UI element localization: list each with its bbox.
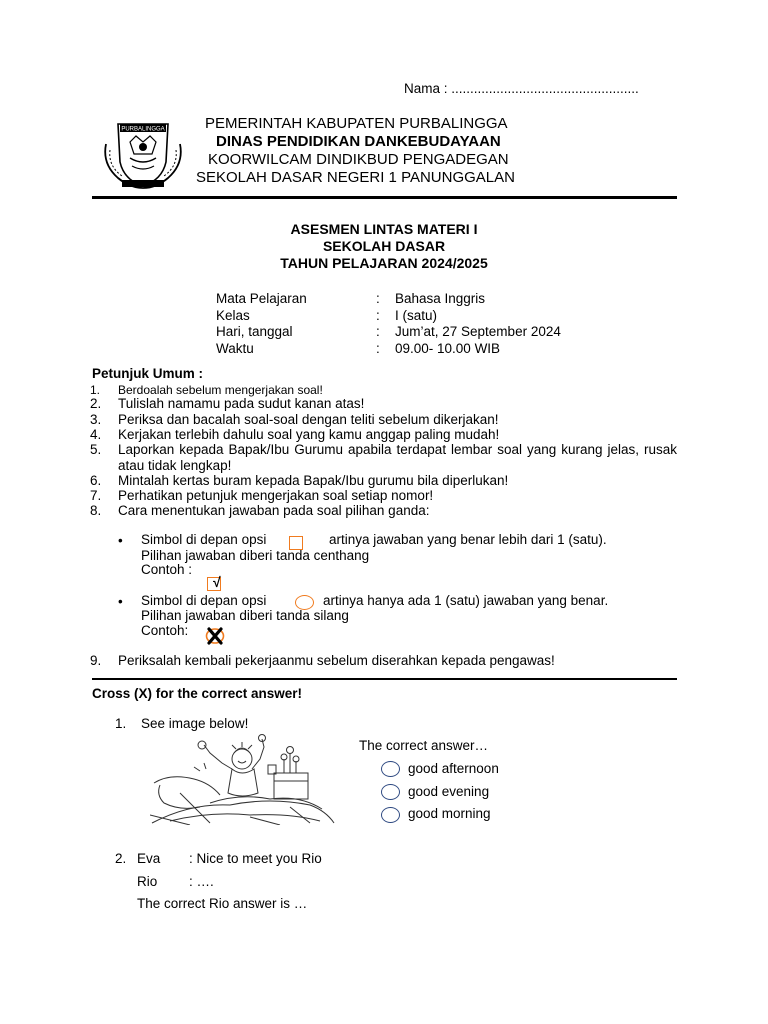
info-row [216, 340, 501, 358]
dialog-speaker-2: Rio [137, 874, 158, 889]
bullet-2-before: Simbol di depan opsi [141, 593, 267, 608]
checkmark-icon: √ [213, 574, 221, 590]
dialog-speaker-1: Eva [137, 851, 161, 866]
list-number: 8. [90, 503, 102, 518]
section-title: Cross (X) for the correct answer! [92, 686, 303, 701]
list-item: Periksalah kembali pekerjaanmu sebelum diserahkan kepada pengawas! [118, 653, 555, 668]
info-sep: : [376, 340, 380, 356]
bullet-2-after: artinya hanya ada 1 (satu) jawaban yang benar. [323, 593, 609, 608]
question-1-text: See image below! [141, 716, 249, 731]
info-sep: : [376, 291, 380, 306]
bullet-1-contoh: Contoh : [141, 562, 193, 577]
bullet-2-line-2: Pilihan jawaban diberi tanda silang [141, 608, 349, 623]
regency-logo [100, 114, 186, 190]
option-label-b: good evening [408, 784, 490, 799]
header-line-3: KOORWILCAM DINDIKBUD PENGADEGAN [208, 151, 509, 168]
info-label: Mata Pelajaran [216, 291, 307, 306]
list-number: 3. [90, 412, 102, 427]
list-number: 6. [90, 473, 102, 488]
question-2-number: 2. [115, 851, 127, 866]
list-item: Periksa dan bacalah soal-soal dengan teliti sebelum dikerjakan! [118, 412, 499, 427]
list-number: 7. [90, 488, 102, 503]
title-line-2: SEKOLAH DASAR [322, 238, 446, 254]
option-radio-a[interactable] [381, 761, 400, 777]
section-divider [92, 678, 677, 680]
info-row [216, 307, 438, 325]
exam-title [0, 221, 768, 272]
bullet-2-contoh: Contoh: [141, 623, 189, 638]
waking-up-illustration [150, 733, 336, 825]
info-value: Bahasa Inggris [395, 291, 486, 306]
option-label-a: good afternoon [408, 761, 499, 776]
question-1-number: 1. [115, 716, 127, 731]
header-line-1: PEMERINTAH KABUPATEN PURBALINGGA [205, 115, 508, 132]
info-value: I (satu) [395, 307, 438, 323]
name-field-label: Nama : .................................................. [404, 81, 639, 96]
bullet-1-line-2: Pilihan jawaban diberi tanda centhang [141, 548, 370, 563]
svg-text:PURBALINGGA: PURBALINGGA [121, 126, 165, 133]
info-row [216, 291, 486, 308]
question-1-prompt: The correct answer… [359, 738, 489, 753]
info-value: Jum’at, 27 September 2024 [395, 324, 561, 339]
bullet-icon: • [118, 533, 123, 548]
info-value: 09.00- 10.00 WIB [395, 340, 501, 356]
dialog-line-1: : Nice to meet you Rio [189, 851, 322, 866]
info-sep: : [376, 307, 380, 323]
option-radio-c[interactable] [381, 807, 400, 823]
list-number: 9. [90, 653, 102, 668]
list-item: Perhatikan petunjuk mengerjakan soal setiap nomor! [118, 488, 434, 503]
list-item: Laporkan kepada Bapak/Ibu Gurumu apabila terdapat lembar soal yang kurang jelas, rusak atau tidak lengkap! [118, 442, 677, 473]
list-item: Mintalah kertas buram kepada Bapak/Ibu gurumu bila diperlukan! [118, 473, 509, 488]
exam-info-table [216, 291, 561, 357]
header-line-4: SEKOLAH DASAR NEGERI 1 PANUNGGALAN [196, 169, 515, 186]
list-item: Berdoalah sebelum mengerjakan soal! [118, 383, 323, 397]
bullet-1-before: Simbol di depan opsi [141, 532, 267, 547]
list-item: Kerjakan terlebih dahulu soal yang kamu anggap paling mudah! [118, 427, 500, 442]
info-label: Hari, tanggal [216, 324, 293, 339]
list-number: 5. [90, 442, 102, 457]
question-2-text: The correct Rio answer is … [137, 896, 308, 911]
header-line-2: DINAS PENDIDIKAN DANKEBUDAYAAN [216, 133, 501, 150]
title-line-1: ASESMEN LINTAS MATERI I [290, 221, 478, 237]
list-item: Tulislah namamu pada sudut kanan atas! [118, 396, 365, 411]
info-label: Waktu [216, 340, 254, 356]
list-number: 1. [90, 383, 101, 397]
list-number: 2. [90, 396, 102, 411]
crossed-radio-icon [204, 626, 226, 646]
list-item: Cara menentukan jawaban pada soal pilihan ganda: [118, 503, 430, 518]
bullet-1-after: artinya jawaban yang benar lebih dari 1 (satu). [329, 532, 607, 547]
option-radio-b[interactable] [381, 784, 400, 800]
title-line-3: TAHUN PELAJARAN 2024/2025 [280, 255, 488, 271]
dialog-line-2: : …. [189, 874, 214, 889]
option-label-c: good morning [408, 806, 491, 821]
instructions-heading: Petunjuk Umum : [92, 366, 204, 381]
info-label: Kelas [216, 307, 250, 323]
bullet-icon: • [118, 594, 123, 609]
header-divider [92, 196, 677, 199]
list-number: 4. [90, 427, 102, 442]
info-row [216, 324, 561, 341]
info-sep: : [376, 324, 380, 339]
